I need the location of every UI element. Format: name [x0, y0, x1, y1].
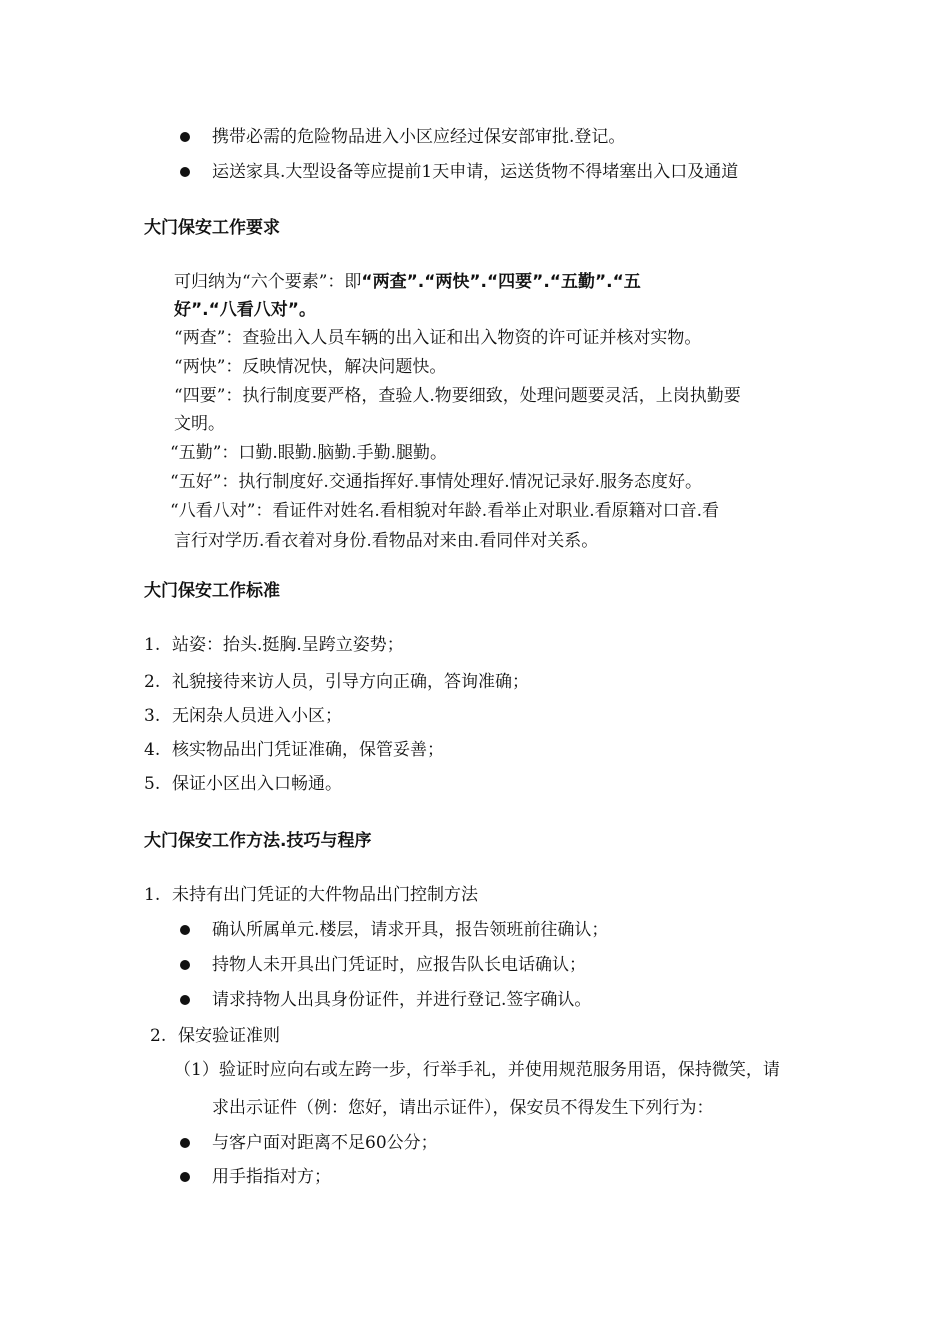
requirement-line: “五勤”：口勤.眼勤.脑勤.手勤.腿勤。	[170, 443, 447, 463]
requirement-line: “五好”：执行制度好.交通指挥好.事情处理好.情况记录好.服务态度好。	[170, 472, 702, 492]
numbered-item	[144, 738, 444, 762]
item-text: 保安验证准则	[178, 1026, 280, 1046]
numbered-item	[144, 704, 342, 728]
item-number: 1.	[144, 885, 161, 905]
list-item: 运送家具.大型设备等应提前1天申请，运送货物不得堵塞出入口及通道	[212, 162, 739, 182]
item-text: 站姿：抬头.挺胸.呈跨立姿势；	[172, 635, 404, 655]
item-text: 未持有出门凭证的大件物品出门控制方法	[172, 885, 478, 905]
numbered-item	[144, 772, 342, 796]
requirement-line: 言行对学历.看衣着对身份.看物品对来由.看同伴对关系。	[174, 531, 599, 551]
item-number: 2.	[144, 672, 161, 692]
item-text: 无闲杂人员进入小区；	[172, 706, 342, 726]
list-item: 与客户面对距离不足60公分；	[212, 1133, 438, 1153]
requirement-line: “两快”：反映情况快，解决问题快。	[174, 357, 447, 377]
bullet-icon	[180, 960, 190, 970]
item-text: 核实物品出门凭证准确，保管妥善；	[172, 740, 444, 760]
numbered-item	[144, 633, 404, 657]
section-heading: 大门保安工作要求	[144, 218, 280, 238]
intro-bold: “两查”.“两快”.“四要”.“五勤”.“五	[361, 272, 641, 292]
numbered-item	[144, 670, 529, 694]
list-item: 用手指指对方；	[212, 1167, 331, 1187]
item-number: 3.	[144, 706, 161, 726]
requirement-line: “八看八对”：看证件对姓名.看相貌对年龄.看举止对职业.看原籍对口音.看	[170, 501, 719, 521]
requirement-line: “四要”：执行制度要严格，查验人.物要细致，处理问题要灵活，上岗执勤要	[174, 386, 741, 406]
bullet-icon	[180, 995, 190, 1005]
list-item: 持物人未开具出门凭证时，应报告队长电话确认；	[212, 955, 586, 975]
item-number: 1.	[144, 635, 161, 655]
bullet-icon	[180, 132, 190, 142]
section-heading: 大门保安工作标准	[144, 581, 280, 601]
list-item: 请求持物人出具身份证件，并进行登记.签字确认。	[212, 990, 592, 1010]
bullet-icon	[180, 1172, 190, 1182]
numbered-item	[144, 883, 478, 907]
item-text: 保证小区出入口畅通。	[172, 774, 342, 794]
numbered-item	[150, 1024, 280, 1048]
intro-bold-continued: 好”.“八看八对”。	[174, 300, 316, 320]
item-number: 4.	[144, 740, 161, 760]
bullet-icon	[180, 925, 190, 935]
bullet-icon	[180, 167, 190, 177]
intro-prefix: 可归纳为“六个要素”：即	[174, 272, 362, 292]
list-item: 确认所属单元.楼层，请求开具，报告领班前往确认；	[212, 920, 609, 940]
intro-line	[174, 270, 641, 294]
requirement-line: “两查”：查验出入人员车辆的出入证和出入物资的许可证并核对实物。	[174, 328, 702, 348]
item-number: 2.	[150, 1026, 167, 1046]
requirement-line: 文明。	[174, 414, 225, 434]
section-heading: 大门保安工作方法.技巧与程序	[144, 831, 372, 851]
sub-item-line: （1）验证时应向右或左跨一步，行举手礼，并使用规范服务用语，保持微笑，请	[174, 1060, 780, 1080]
list-item: 携带必需的危险物品进入小区应经过保安部审批.登记。	[212, 127, 626, 147]
item-text: 礼貌接待来访人员，引导方向正确，答询准确；	[172, 672, 529, 692]
item-number: 5.	[144, 774, 161, 794]
bullet-icon	[180, 1138, 190, 1148]
sub-item-line: 求出示证件（例：您好，请出示证件），保安员不得发生下列行为：	[212, 1098, 714, 1118]
